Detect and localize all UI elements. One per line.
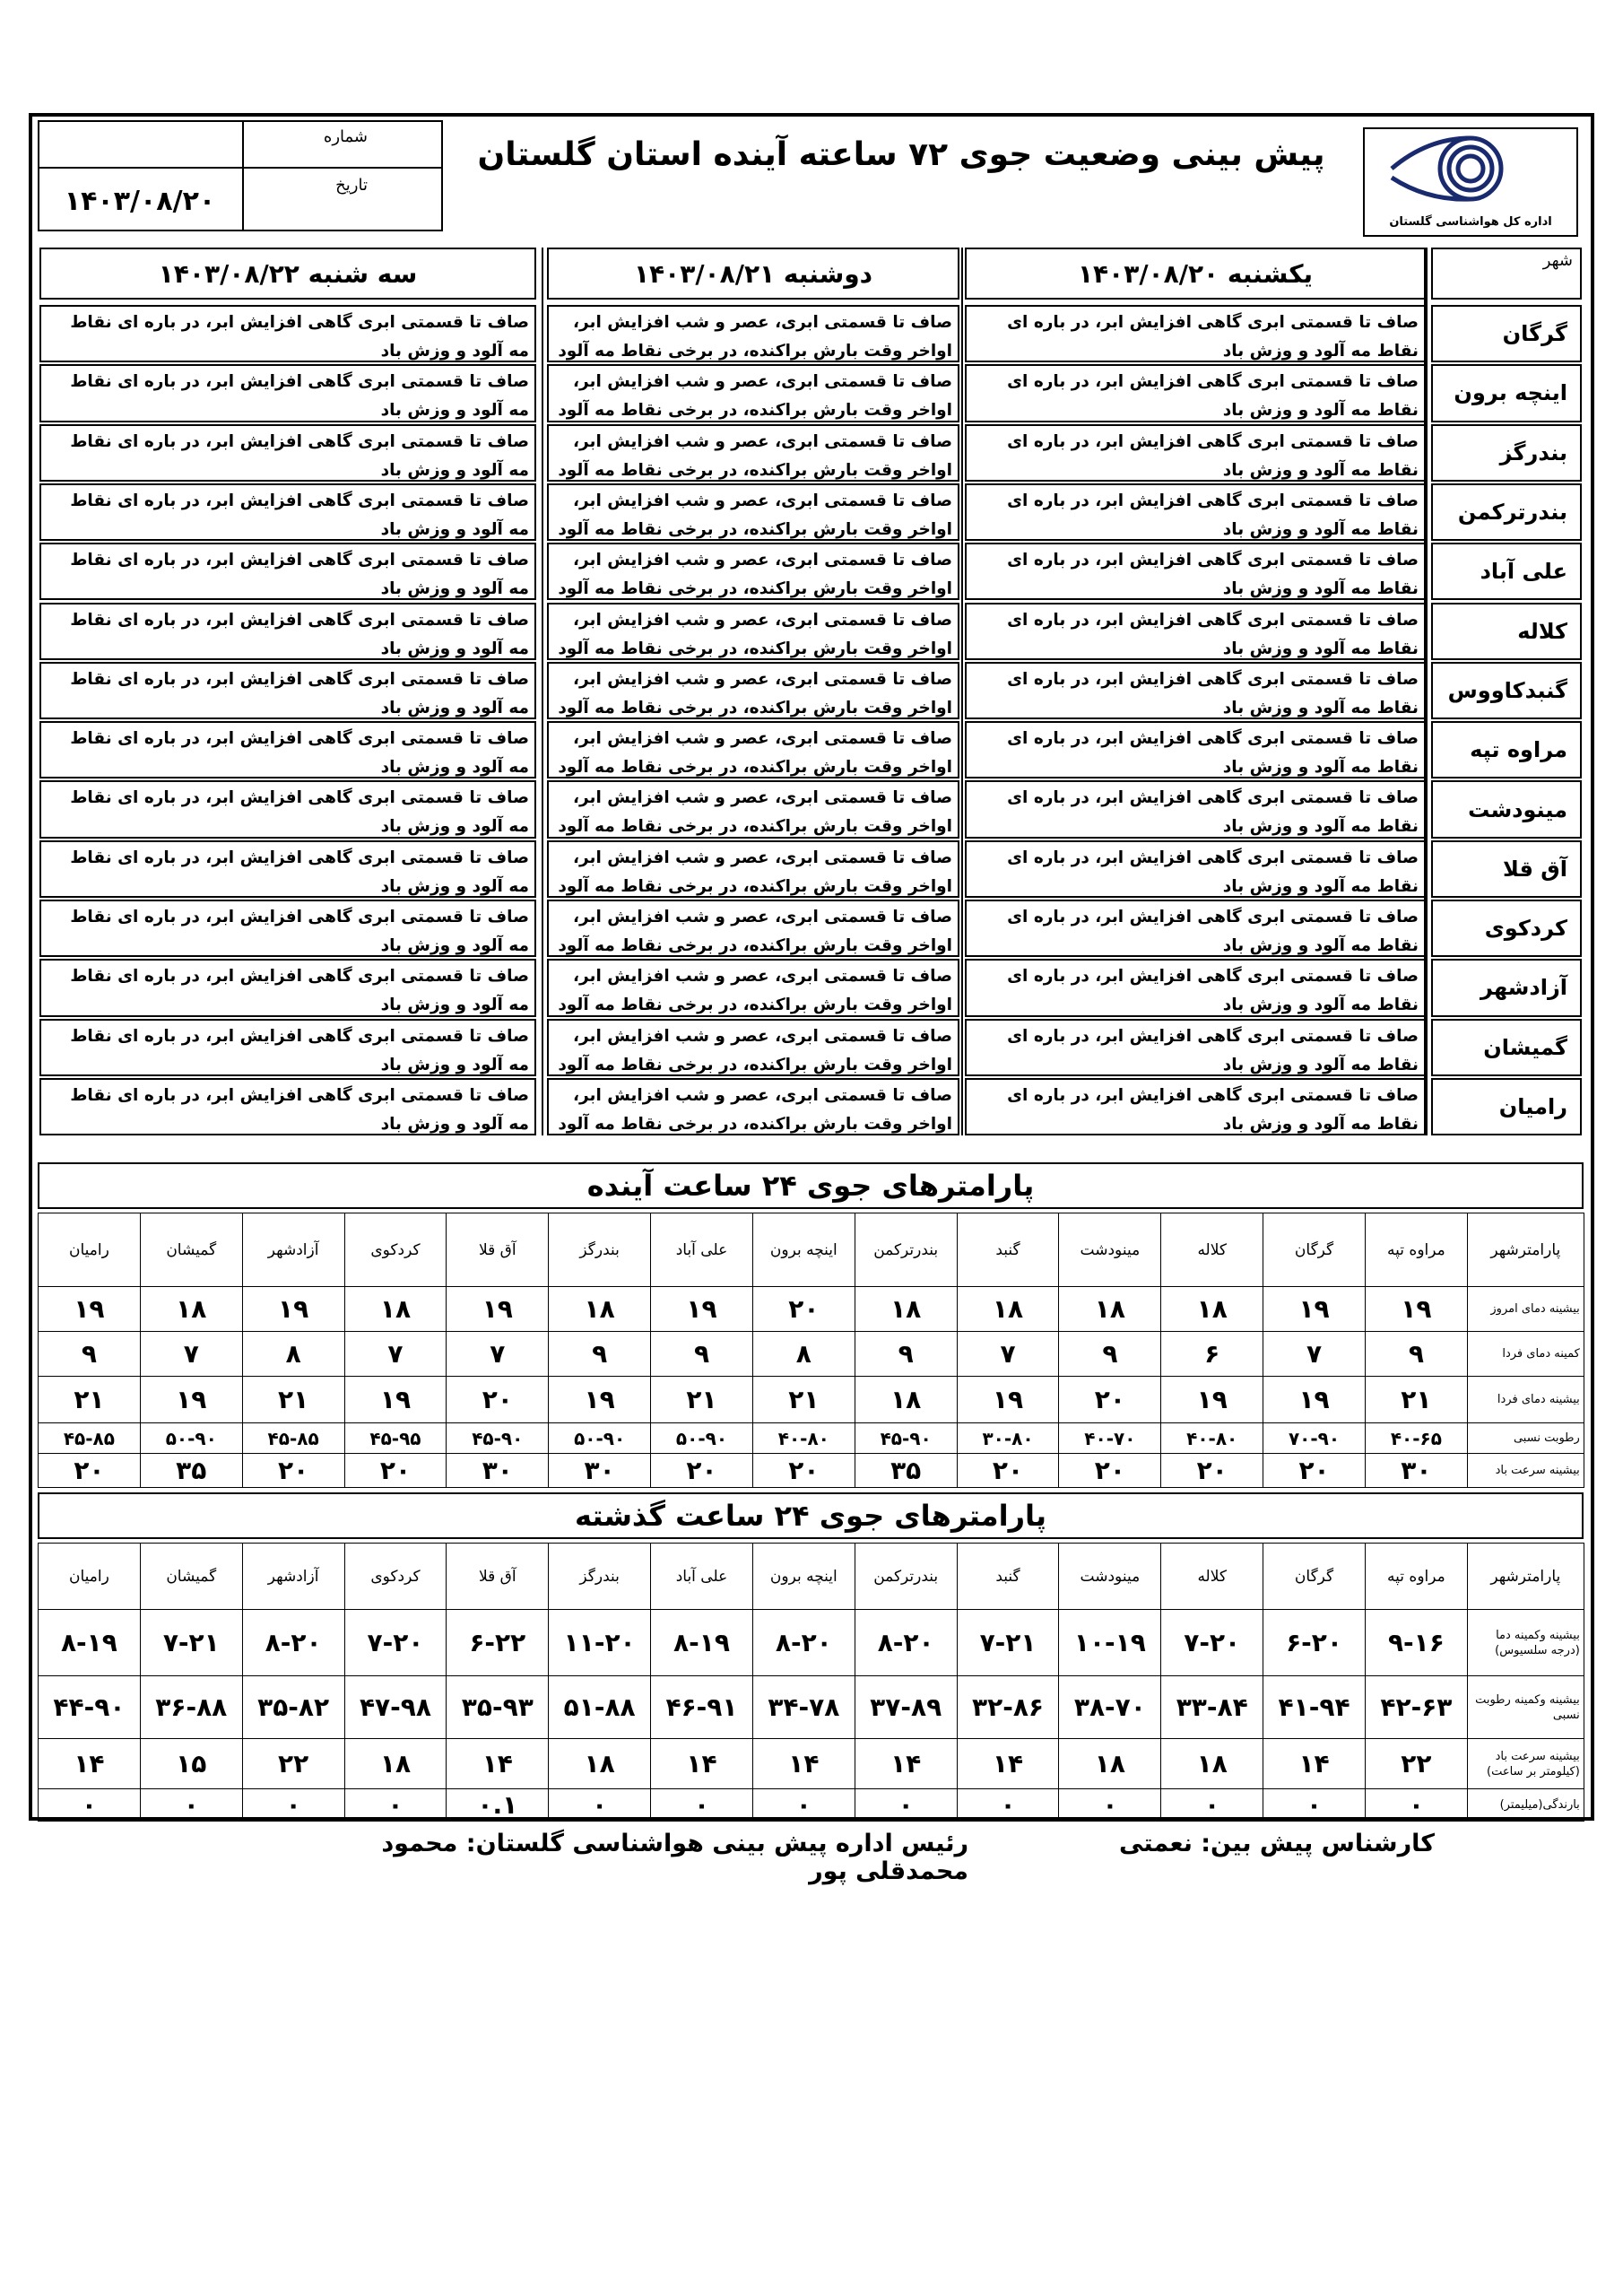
param-corner: پارامترشهر (1467, 1544, 1584, 1610)
forecast-cell: صاف تا قسمتی ابری، عصر و شب افزایش ابر، اواخر وقت بارش براکنده، در برخی نقاط مه آلود (547, 424, 959, 482)
forecast-sep-2 (961, 248, 963, 1135)
param-value: ۸-۱۹ (651, 1610, 753, 1676)
param-value: ۴۲-۶۳ (1365, 1676, 1467, 1739)
param-corner: پارامترشهر (1467, 1213, 1584, 1287)
param-value: ۳۵ (855, 1454, 957, 1488)
forecast-cell: صاف تا قسمتی ابری گاهی افزایش ابر، در باره ای نقاط مه آلود و وزش باد (965, 1078, 1426, 1135)
city-name-10: کردکوی (1431, 900, 1582, 957)
param-city-header: کردکوی (344, 1213, 447, 1287)
param-city-header: مینودشت (1059, 1544, 1161, 1610)
forecast-cell: صاف تا قسمتی ابری گاهی افزایش ابر، در باره ای نقاط مه آلود و وزش باد (39, 305, 536, 362)
param-value: ۴۱-۹۴ (1263, 1676, 1366, 1739)
param-city-header: علی آباد (651, 1213, 753, 1287)
forecast-cell: صاف تا قسمتی ابری گاهی افزایش ابر، در باره ای نقاط مه آلود و وزش باد (965, 1019, 1426, 1076)
param-value: ۷ (140, 1332, 242, 1377)
forecast-cell: صاف تا قسمتی ابری، عصر و شب افزایش ابر، اواخر وقت بارش براکنده، در برخی نقاط مه آلود (547, 900, 959, 957)
param-value: ۱۸ (344, 1287, 447, 1332)
param-value: ۹ (1365, 1332, 1467, 1377)
param-value: ۰ (344, 1789, 447, 1822)
forecast-cell: صاف تا قسمتی ابری گاهی افزایش ابر، در باره ای نقاط مه آلود و وزش باد (39, 603, 536, 660)
param-city-header: رامیان (39, 1213, 141, 1287)
param-value: ۴۵-۹۵ (344, 1423, 447, 1454)
param-value: ۱۸ (1161, 1739, 1263, 1789)
forecast-cell: صاف تا قسمتی ابری گاهی افزایش ابر، در باره ای نقاط مه آلود و وزش باد (965, 959, 1426, 1016)
param-value: ۳۵-۸۲ (242, 1676, 344, 1739)
param-value: ۲۰ (447, 1377, 549, 1423)
param-value: ۲۰ (1263, 1454, 1366, 1488)
forecast-cell: صاف تا قسمتی ابری گاهی افزایش ابر، در باره ای نقاط مه آلود و وزش باد (39, 721, 536, 778)
param-value: ۱۹ (1365, 1287, 1467, 1332)
date-label: تاریخ (335, 176, 368, 195)
param-city-header: آق قلا (447, 1544, 549, 1610)
param-row-label: رطوبت نسبی (1467, 1423, 1584, 1454)
forecast-cell: صاف تا قسمتی ابری، عصر و شب افزایش ابر، اواخر وقت بارش براکنده، در برخی نقاط مه آلود (547, 603, 959, 660)
forecast-cell: صاف تا قسمتی ابری، عصر و شب افزایش ابر، اواخر وقت بارش براکنده، در برخی نقاط مه آلود (547, 1019, 959, 1076)
past24-title: پارامترهای جوی ۲۴ ساعت گذشته (38, 1492, 1584, 1539)
forecast-cell: صاف تا قسمتی ابری، عصر و شب افزایش ابر، اواخر وقت بارش براکنده، در برخی نقاط مه آلود (547, 662, 959, 719)
param-value: ۱۱-۲۰ (549, 1610, 651, 1676)
header-left-divider-v (242, 120, 244, 231)
param-value: ۱۸ (855, 1287, 957, 1332)
param-value: ۴۵-۹۰ (855, 1423, 957, 1454)
next24-title: پارامترهای جوی ۲۴ ساعت آینده (38, 1162, 1584, 1209)
param-value: ۱۴ (957, 1739, 1059, 1789)
forecast-cell: صاف تا قسمتی ابری گاهی افزایش ابر، در باره ای نقاط مه آلود و وزش باد (39, 959, 536, 1016)
param-value: ۱۹ (549, 1377, 651, 1423)
param-value: ۱۸ (344, 1739, 447, 1789)
page-title: پیش بینی وضعیت جوی ۷۲ ساعته آینده استان گلستان (477, 135, 1325, 173)
number-label: شماره (323, 127, 368, 146)
param-value: ۰ (855, 1789, 957, 1822)
param-value: ۵۰-۹۰ (140, 1423, 242, 1454)
param-value: ۱۴ (1263, 1739, 1366, 1789)
param-value: ۲۰ (957, 1454, 1059, 1488)
forecast-cell: صاف تا قسمتی ابری، عصر و شب افزایش ابر، اواخر وقت بارش براکنده، در برخی نقاط مه آلود (547, 305, 959, 362)
city-name-6: گنبدکاووس (1431, 662, 1582, 719)
forecast-cell: صاف تا قسمتی ابری گاهی افزایش ابر، در باره ای نقاط مه آلود و وزش باد (965, 483, 1426, 541)
param-value: ۱۹ (39, 1287, 141, 1332)
param-value: ۳۳-۸۴ (1161, 1676, 1263, 1739)
param-value: ۴۰-۷۰ (1059, 1423, 1161, 1454)
param-value: ۹ (855, 1332, 957, 1377)
param-city-header: کردکوی (344, 1544, 447, 1610)
param-value: ۱۴ (752, 1739, 855, 1789)
param-value: ۹ (651, 1332, 753, 1377)
param-value: ۷ (344, 1332, 447, 1377)
param-city-header: بندرترکمن (855, 1544, 957, 1610)
past24-table (38, 1543, 1584, 1822)
head-signature: رئیس اداره پیش بینی هواشناسی گلستان: محمود محمدقلی پور (381, 1830, 968, 1885)
forecast-cell: صاف تا قسمتی ابری گاهی افزایش ابر، در باره ای نقاط مه آلود و وزش باد (965, 543, 1426, 600)
param-value: ۱۸ (1161, 1287, 1263, 1332)
param-value: ۰.۱ (447, 1789, 549, 1822)
city-name-11: آزادشهر (1431, 959, 1582, 1016)
forecast-cell: صاف تا قسمتی ابری، عصر و شب افزایش ابر، اواخر وقت بارش براکنده، در برخی نقاط مه آلود (547, 543, 959, 600)
meteorological-logo (1363, 127, 1578, 237)
forecast-sep-3 (542, 248, 543, 1135)
param-value: ۳۰-۸۰ (957, 1423, 1059, 1454)
param-value: ۱۹ (957, 1377, 1059, 1423)
param-value: ۲۰ (242, 1454, 344, 1488)
city-name-4: علی آباد (1431, 543, 1582, 600)
param-value: ۵۱-۸۸ (549, 1676, 651, 1739)
forecast-cell: صاف تا قسمتی ابری گاهی افزایش ابر، در باره ای نقاط مه آلود و وزش باد (39, 1019, 536, 1076)
param-city-header: رامیان (39, 1544, 141, 1610)
param-value: ۱۹ (242, 1287, 344, 1332)
param-value: ۸-۲۰ (752, 1610, 855, 1676)
forecast-cell: صاف تا قسمتی ابری گاهی افزایش ابر، در باره ای نقاط مه آلود و وزش باد (965, 721, 1426, 778)
city-name-12: گمیشان (1431, 1019, 1582, 1076)
param-value: ۰ (140, 1789, 242, 1822)
param-value: ۲۰ (1059, 1454, 1161, 1488)
param-value: ۴۴-۹۰ (39, 1676, 141, 1739)
param-value: ۱۹ (1263, 1377, 1366, 1423)
param-value: ۳۰ (447, 1454, 549, 1488)
param-value: ۱۸ (957, 1287, 1059, 1332)
forecast-cell: صاف تا قسمتی ابری گاهی افزایش ابر، در باره ای نقاط مه آلود و وزش باد (965, 662, 1426, 719)
param-city-header: اینچه برون (752, 1213, 855, 1287)
forecast-cell: صاف تا قسمتی ابری گاهی افزایش ابر، در باره ای نقاط مه آلود و وزش باد (965, 603, 1426, 660)
param-value: ۳۰ (1365, 1454, 1467, 1488)
forecast-cell: صاف تا قسمتی ابری، عصر و شب افزایش ابر، اواخر وقت بارش براکنده، در برخی نقاط مه آلود (547, 780, 959, 838)
param-value: ۵۰-۹۰ (549, 1423, 651, 1454)
param-value: ۱۴ (651, 1739, 753, 1789)
param-value: ۴۰-۸۰ (752, 1423, 855, 1454)
param-value: ۱۴ (447, 1739, 549, 1789)
param-value: ۰ (1263, 1789, 1366, 1822)
param-value: ۰ (957, 1789, 1059, 1822)
param-city-header: مینودشت (1059, 1213, 1161, 1287)
param-value: ۹ (549, 1332, 651, 1377)
param-value: ۰ (242, 1789, 344, 1822)
param-value: ۴۵-۸۵ (39, 1423, 141, 1454)
param-value: ۰ (549, 1789, 651, 1822)
forecast-cell: صاف تا قسمتی ابری گاهی افزایش ابر، در باره ای نقاط مه آلود و وزش باد (965, 305, 1426, 362)
param-value: ۱۸ (140, 1287, 242, 1332)
param-city-header: آزادشهر (242, 1544, 344, 1610)
param-value: ۷-۲۱ (140, 1610, 242, 1676)
param-value: ۴۰-۸۰ (1161, 1423, 1263, 1454)
param-value: ۲۰ (752, 1287, 855, 1332)
forecaster-signature: کارشناس پیش بین: نعمتی (1119, 1830, 1435, 1857)
param-city-header: اینچه برون (752, 1544, 855, 1610)
day-header-2: سه شنبه ۱۴۰۳/۰۸/۲۲ (39, 248, 536, 300)
param-value: ۱۹ (1161, 1377, 1263, 1423)
forecast-cell: صاف تا قسمتی ابری گاهی افزایش ابر، در باره ای نقاط مه آلود و وزش باد (965, 900, 1426, 957)
param-value: ۷-۲۰ (1161, 1610, 1263, 1676)
city-name-1: اینچه برون (1431, 364, 1582, 422)
next24-table (38, 1213, 1584, 1488)
param-value: ۲۱ (242, 1377, 344, 1423)
param-value: ۳۲-۸۶ (957, 1676, 1059, 1739)
param-value: ۱۸ (855, 1377, 957, 1423)
city-name-8: مینودشت (1431, 780, 1582, 838)
param-value: ۲۱ (651, 1377, 753, 1423)
forecast-cell: صاف تا قسمتی ابری، عصر و شب افزایش ابر، اواخر وقت بارش براکنده، در برخی نقاط مه آلود (547, 364, 959, 422)
param-value: ۹ (1059, 1332, 1161, 1377)
param-value: ۳۵-۹۳ (447, 1676, 549, 1739)
param-value: ۰ (39, 1789, 141, 1822)
param-city-header: گمیشان (140, 1213, 242, 1287)
param-city-header: مراوه تپه (1365, 1544, 1467, 1610)
param-value: ۳۵ (140, 1454, 242, 1488)
param-value: ۱۹ (140, 1377, 242, 1423)
param-city-header: گرگان (1263, 1213, 1366, 1287)
param-value: ۱۸ (549, 1739, 651, 1789)
forecast-cell: صاف تا قسمتی ابری گاهی افزایش ابر، در باره ای نقاط مه آلود و وزش باد (965, 780, 1426, 838)
param-row-label: بارندگی(میلیمتر) (1467, 1789, 1584, 1822)
param-value: ۳۴-۷۸ (752, 1676, 855, 1739)
param-city-header: بندرگز (549, 1544, 651, 1610)
param-value: ۸-۲۰ (855, 1610, 957, 1676)
forecast-cell: صاف تا قسمتی ابری گاهی افزایش ابر، در باره ای نقاط مه آلود و وزش باد (39, 543, 536, 600)
param-value: ۳۷-۸۹ (855, 1676, 957, 1739)
city-name-3: بندرترکمن (1431, 483, 1582, 541)
param-value: ۲۰ (1059, 1377, 1161, 1423)
city-name-7: مراوه تپه (1431, 721, 1582, 778)
param-city-header: گنبد (957, 1213, 1059, 1287)
forecast-cell: صاف تا قسمتی ابری گاهی افزایش ابر، در باره ای نقاط مه آلود و وزش باد (965, 364, 1426, 422)
param-value: ۷۰-۹۰ (1263, 1423, 1366, 1454)
param-value: ۱۸ (549, 1287, 651, 1332)
param-row-label: بیشینه سرعت باد (1467, 1454, 1584, 1488)
param-city-header: گنبد (957, 1544, 1059, 1610)
param-value: ۴۷-۹۸ (344, 1676, 447, 1739)
forecast-cell: صاف تا قسمتی ابری، عصر و شب افزایش ابر، اواخر وقت بارش براکنده، در برخی نقاط مه آلود (547, 840, 959, 898)
param-value: ۸-۲۰ (242, 1610, 344, 1676)
param-value: ۱۵ (140, 1739, 242, 1789)
forecast-cell: صاف تا قسمتی ابری گاهی افزایش ابر، در باره ای نقاط مه آلود و وزش باد (965, 840, 1426, 898)
param-value: ۲۰ (651, 1454, 753, 1488)
param-value: ۲۱ (752, 1377, 855, 1423)
forecast-cell: صاف تا قسمتی ابری گاهی افزایش ابر، در باره ای نقاط مه آلود و وزش باد (39, 1078, 536, 1135)
forecast-cell: صاف تا قسمتی ابری گاهی افزایش ابر، در باره ای نقاط مه آلود و وزش باد (39, 662, 536, 719)
day-header-0: یکشنبه ۱۴۰۳/۰۸/۲۰ (965, 248, 1426, 300)
param-value: ۲۲ (242, 1739, 344, 1789)
day-header-1: دوشنبه ۱۴۰۳/۰۸/۲۱ (547, 248, 959, 300)
param-value: ۸-۱۹ (39, 1610, 141, 1676)
param-city-header: بندرترکمن (855, 1213, 957, 1287)
param-value: ۳۸-۷۰ (1059, 1676, 1161, 1739)
param-value: ۷ (447, 1332, 549, 1377)
param-value: ۰ (1161, 1789, 1263, 1822)
param-value: ۱۸ (1059, 1287, 1161, 1332)
param-value: ۲۰ (752, 1454, 855, 1488)
param-value: ۷ (957, 1332, 1059, 1377)
param-value: ۱۸ (1059, 1739, 1161, 1789)
param-value: ۲۱ (1365, 1377, 1467, 1423)
param-value: ۳۶-۸۸ (140, 1676, 242, 1739)
forecast-cell: صاف تا قسمتی ابری، عصر و شب افزایش ابر، اواخر وقت بارش براکنده، در برخی نقاط مه آلود (547, 483, 959, 541)
param-city-header: گمیشان (140, 1544, 242, 1610)
forecast-sep-1 (1424, 248, 1428, 1135)
param-value: ۶-۲۲ (447, 1610, 549, 1676)
param-value: ۷-۲۰ (344, 1610, 447, 1676)
param-value: ۸ (752, 1332, 855, 1377)
param-value: ۴۶-۹۱ (651, 1676, 753, 1739)
forecast-cell: صاف تا قسمتی ابری گاهی افزایش ابر، در باره ای نقاط مه آلود و وزش باد (39, 364, 536, 422)
logo-caption: اداره کل هواشناسی گلستان (1389, 214, 1552, 229)
param-value: ۰ (752, 1789, 855, 1822)
param-value: ۰ (651, 1789, 753, 1822)
param-value: ۱۹ (651, 1287, 753, 1332)
forecast-cell: صاف تا قسمتی ابری گاهی افزایش ابر، در باره ای نقاط مه آلود و وزش باد (39, 780, 536, 838)
city-name-13: رامیان (1431, 1078, 1582, 1135)
city-header-label: شهر (1542, 251, 1573, 270)
param-value: ۰ (1365, 1789, 1467, 1822)
param-city-header: کلاله (1161, 1544, 1263, 1610)
param-value: ۴۵-۸۵ (242, 1423, 344, 1454)
city-name-2: بندرگز (1431, 424, 1582, 482)
param-value: ۴۵-۹۰ (447, 1423, 549, 1454)
param-city-header: آق قلا (447, 1213, 549, 1287)
param-row-label: بیشینه دمای فردا (1467, 1377, 1584, 1423)
param-row-label: بیشینه دمای امروز (1467, 1287, 1584, 1332)
param-row-label: بیشینه سرعت باد (کیلومتر بر ساعت) (1467, 1739, 1584, 1789)
param-value: ۳۰ (549, 1454, 651, 1488)
forecast-cell: صاف تا قسمتی ابری گاهی افزایش ابر، در باره ای نقاط مه آلود و وزش باد (965, 424, 1426, 482)
param-value: ۴۰-۶۵ (1365, 1423, 1467, 1454)
param-value: ۱۹ (1263, 1287, 1366, 1332)
forecast-cell: صاف تا قسمتی ابری گاهی افزایش ابر، در باره ای نقاط مه آلود و وزش باد (39, 424, 536, 482)
param-city-header: گرگان (1263, 1544, 1366, 1610)
param-value: ۲۲ (1365, 1739, 1467, 1789)
forecast-cell: صاف تا قسمتی ابری گاهی افزایش ابر، در باره ای نقاط مه آلود و وزش باد (39, 483, 536, 541)
param-city-header: مراوه تپه (1365, 1213, 1467, 1287)
forecast-cell: صاف تا قسمتی ابری، عصر و شب افزایش ابر، اواخر وقت بارش براکنده، در برخی نقاط مه آلود (547, 721, 959, 778)
param-city-header: بندرگز (549, 1213, 651, 1287)
param-value: ۹ (39, 1332, 141, 1377)
param-city-header: آزادشهر (242, 1213, 344, 1287)
header-left-divider-h (38, 167, 443, 169)
param-value: ۶ (1161, 1332, 1263, 1377)
forecast-cell: صاف تا قسمتی ابری گاهی افزایش ابر، در باره ای نقاط مه آلود و وزش باد (39, 900, 536, 957)
param-value: ۲۰ (39, 1454, 141, 1488)
param-value: ۷-۲۱ (957, 1610, 1059, 1676)
forecast-cell: صاف تا قسمتی ابری، عصر و شب افزایش ابر، اواخر وقت بارش براکنده، در برخی نقاط مه آلود (547, 959, 959, 1016)
param-row-label: کمینه دمای فردا (1467, 1332, 1584, 1377)
param-value: ۲۱ (39, 1377, 141, 1423)
param-value: ۱۴ (855, 1739, 957, 1789)
param-value: ۱۹ (344, 1377, 447, 1423)
city-name-5: کلاله (1431, 603, 1582, 660)
param-city-header: کلاله (1161, 1213, 1263, 1287)
param-value: ۹-۱۶ (1365, 1610, 1467, 1676)
param-value: ۶-۲۰ (1263, 1610, 1366, 1676)
forecast-cell: صاف تا قسمتی ابری، عصر و شب افزایش ابر، اواخر وقت بارش براکنده، در برخی نقاط مه آلود (547, 1078, 959, 1135)
param-value: ۲۰ (344, 1454, 447, 1488)
param-value: ۱۴ (39, 1739, 141, 1789)
param-value: ۲۰ (1161, 1454, 1263, 1488)
param-value: ۷ (1263, 1332, 1366, 1377)
param-row-label: بیشینه وکمینه رطوبت نسبی (1467, 1676, 1584, 1739)
param-value: ۱۹ (447, 1287, 549, 1332)
forecast-cell: صاف تا قسمتی ابری گاهی افزایش ابر، در باره ای نقاط مه آلود و وزش باد (39, 840, 536, 898)
city-name-0: گرگان (1431, 305, 1582, 362)
param-value: ۰ (1059, 1789, 1161, 1822)
city-name-9: آق قلا (1431, 840, 1582, 898)
param-row-label: بیشینه وکمینه دما (درجه سلسیوس) (1467, 1610, 1584, 1676)
param-value: ۱۰-۱۹ (1059, 1610, 1161, 1676)
param-value: ۵۰-۹۰ (651, 1423, 753, 1454)
param-value: ۸ (242, 1332, 344, 1377)
issue-date: ۱۴۰۳/۰۸/۲۰ (64, 185, 216, 217)
param-city-header: علی آباد (651, 1544, 753, 1610)
